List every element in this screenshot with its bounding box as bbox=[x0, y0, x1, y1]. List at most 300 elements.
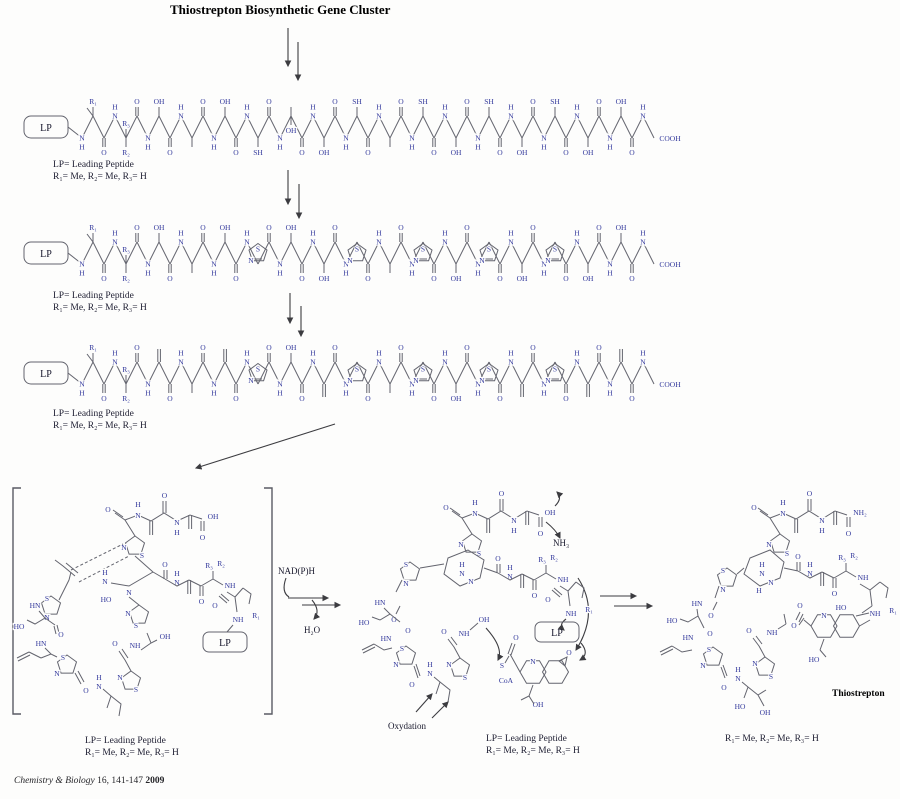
bond bbox=[798, 571, 836, 588]
atom-label: OH bbox=[285, 343, 297, 352]
atom-label: N bbox=[607, 379, 613, 389]
atom-label: R₃ bbox=[538, 555, 546, 564]
bond bbox=[324, 242, 335, 264]
atom-label: N bbox=[442, 111, 448, 121]
atom-label: O bbox=[831, 589, 838, 598]
atom-label: N bbox=[766, 540, 772, 549]
atom-label: HO bbox=[835, 603, 847, 612]
thiostrepton-label: Thiostrepton bbox=[832, 689, 885, 699]
atom-label: H bbox=[780, 498, 786, 507]
terminus-label: COOH bbox=[659, 380, 681, 389]
atom-label: N bbox=[277, 259, 283, 269]
bond bbox=[159, 362, 170, 384]
atom-label: S bbox=[44, 594, 50, 603]
legend-r: R₁= Me, R₂= Me, R₃= H bbox=[53, 421, 147, 431]
diagonal-arrow bbox=[180, 420, 340, 476]
atom-label: NH bbox=[224, 581, 236, 590]
atom-label: HO bbox=[100, 595, 112, 604]
atom-label: N bbox=[178, 111, 184, 121]
bond bbox=[357, 116, 368, 138]
atom-label: O bbox=[464, 343, 470, 352]
legend-structure-2 bbox=[53, 290, 147, 314]
atom-label: H bbox=[211, 268, 217, 278]
atom-label: HO bbox=[808, 655, 820, 664]
atom-label: S bbox=[552, 244, 558, 254]
bond bbox=[534, 565, 546, 580]
atom-label: H bbox=[574, 348, 580, 358]
atom-label: N bbox=[376, 237, 382, 247]
atom-label: O bbox=[233, 148, 239, 157]
atom-label: H bbox=[178, 348, 184, 358]
atom-label: N bbox=[79, 379, 85, 389]
ammonia-label: NH₃ bbox=[553, 538, 570, 548]
atom-label: H bbox=[507, 563, 513, 572]
atom-label: S bbox=[486, 364, 492, 374]
bond bbox=[324, 362, 335, 384]
atom-label: H bbox=[607, 388, 613, 398]
bond bbox=[621, 116, 632, 138]
atom-label: N bbox=[479, 376, 485, 385]
atom-label: S bbox=[139, 551, 145, 560]
atom-label: N bbox=[343, 133, 349, 143]
atom-label: R₂ bbox=[122, 394, 130, 403]
carbonyl bbox=[201, 521, 204, 531]
lp-box-label: LP bbox=[40, 123, 52, 134]
atom-label: N bbox=[145, 133, 151, 143]
atom-label: N bbox=[508, 237, 514, 247]
atom-label: N bbox=[244, 357, 250, 367]
bond bbox=[846, 571, 856, 577]
atom-label: O bbox=[266, 97, 272, 106]
lp-box-label: LP bbox=[40, 249, 52, 260]
dha-bond bbox=[150, 521, 153, 535]
atom-label: OH bbox=[544, 508, 556, 517]
atom-label: N bbox=[409, 259, 415, 269]
oxidation-label: Oxydation bbox=[388, 721, 426, 731]
atom-label: N bbox=[343, 259, 349, 269]
atom-label: S bbox=[552, 364, 558, 374]
bond bbox=[165, 579, 203, 596]
bond bbox=[45, 648, 51, 654]
atom-label: O bbox=[266, 343, 272, 352]
atom-label: O bbox=[299, 148, 305, 157]
atom-label: N bbox=[248, 376, 254, 385]
carbonyl bbox=[450, 508, 462, 518]
atom-label: OH bbox=[285, 223, 297, 232]
structure-dehydrated-peptide bbox=[20, 332, 696, 418]
atom-label: H bbox=[442, 348, 448, 358]
carbonyl bbox=[508, 643, 515, 655]
atom-label: N bbox=[541, 133, 547, 143]
atom-label: O bbox=[441, 627, 447, 636]
atom-label: N bbox=[475, 379, 481, 389]
atom-label: H bbox=[135, 500, 141, 509]
atom-label: H bbox=[112, 102, 118, 112]
atom-label: S bbox=[255, 364, 261, 374]
atom-label: O bbox=[199, 533, 206, 542]
atom-label: SH bbox=[253, 148, 263, 157]
bond bbox=[27, 611, 45, 624]
atom-label: NH bbox=[232, 615, 244, 624]
atom-label: HN bbox=[380, 634, 392, 643]
atom-label: N bbox=[135, 511, 141, 520]
oxidation-arrow bbox=[416, 694, 432, 712]
bond bbox=[588, 242, 599, 264]
atom-label: N bbox=[819, 516, 825, 525]
atom-label: N bbox=[347, 376, 353, 385]
atom-label: SH bbox=[418, 97, 428, 106]
legend-macrocycle-left bbox=[85, 735, 179, 759]
atom-label: H bbox=[145, 142, 151, 152]
bond bbox=[484, 564, 500, 573]
atom-label: N bbox=[211, 133, 217, 143]
atom-label: S bbox=[706, 645, 712, 654]
water-curve bbox=[312, 600, 317, 619]
bond bbox=[521, 685, 533, 700]
legend-lp: LP= Leading Peptide bbox=[53, 291, 134, 301]
atom-label: N bbox=[121, 543, 127, 552]
atom-label: R₁ bbox=[585, 605, 593, 614]
atom-label: N bbox=[821, 611, 827, 620]
bond bbox=[510, 654, 520, 672]
atom-label: H bbox=[174, 528, 180, 537]
atom-label: H bbox=[244, 228, 250, 238]
bond bbox=[192, 362, 203, 384]
atom-label: N bbox=[310, 357, 316, 367]
atom-label: NH bbox=[869, 609, 881, 618]
oxidation-arrow bbox=[432, 702, 448, 718]
bond bbox=[119, 649, 131, 671]
atom-label: N bbox=[96, 682, 102, 691]
legend-r: R₁= Me, R₂= Me, R₃= H bbox=[85, 748, 179, 758]
terminus-label: COOH bbox=[659, 134, 681, 143]
atom-label: N bbox=[403, 579, 409, 588]
atom-label: N bbox=[468, 577, 474, 586]
atom-label: O bbox=[708, 611, 714, 620]
atom-label: O bbox=[162, 560, 168, 569]
atom-label: N bbox=[720, 585, 726, 594]
legend-macrocycle-middle bbox=[486, 733, 580, 757]
atom-label: N bbox=[807, 569, 813, 578]
atom-label: N bbox=[700, 661, 706, 670]
atom-label: O bbox=[629, 148, 635, 157]
bond bbox=[258, 116, 269, 138]
atom-label: N bbox=[442, 357, 448, 367]
atom-label: OH bbox=[207, 512, 219, 521]
atom-label: H bbox=[427, 660, 433, 669]
atom-label: S bbox=[420, 364, 426, 374]
atom-label: N bbox=[574, 357, 580, 367]
atom-label: H bbox=[640, 102, 646, 112]
bond bbox=[456, 116, 467, 138]
atom-label: N bbox=[759, 569, 765, 578]
atom-label: O bbox=[391, 615, 397, 624]
atom-label: S bbox=[420, 244, 426, 254]
atom-label: NH bbox=[766, 628, 778, 637]
ile-sidechain bbox=[568, 582, 584, 606]
atom-label: OH bbox=[318, 274, 330, 283]
atom-label: OH bbox=[153, 97, 165, 106]
bond bbox=[784, 562, 800, 571]
bond bbox=[456, 242, 467, 264]
bond bbox=[456, 362, 467, 384]
atom-label: H bbox=[508, 102, 514, 112]
atom-label: N bbox=[277, 133, 283, 143]
atom-label: O bbox=[795, 552, 801, 561]
atom-label: H bbox=[178, 228, 184, 238]
ile-sidechain bbox=[103, 689, 121, 716]
down-arrows-1 bbox=[280, 26, 310, 86]
atom-label: O bbox=[198, 597, 205, 606]
atom-label: O bbox=[200, 97, 206, 106]
bond bbox=[795, 499, 811, 533]
atom-label: O bbox=[563, 274, 569, 283]
atom-label: N bbox=[79, 259, 85, 269]
atom-label: H bbox=[343, 268, 349, 278]
atom-label: S bbox=[354, 244, 360, 254]
atom-label: H bbox=[508, 348, 514, 358]
atom-label: NH bbox=[458, 629, 470, 638]
atom-label: N bbox=[54, 669, 60, 678]
atom-label: O bbox=[299, 274, 305, 283]
atom-label: N bbox=[574, 237, 580, 247]
atom-label: N bbox=[475, 259, 481, 269]
atom-label: OH bbox=[318, 148, 330, 157]
atom-label: N bbox=[79, 133, 85, 143]
bond bbox=[621, 242, 632, 264]
atom-label: N bbox=[248, 256, 254, 265]
atom-label: N bbox=[112, 111, 118, 121]
atom-label: HO bbox=[734, 702, 746, 711]
bond bbox=[588, 116, 599, 138]
legend-lp: LP= Leading Peptide bbox=[53, 160, 134, 170]
atom-label: H bbox=[541, 142, 547, 152]
atom-label: H bbox=[475, 142, 481, 152]
atom-label: N bbox=[640, 111, 646, 121]
reduction-step bbox=[276, 556, 356, 642]
atom-label: H bbox=[79, 268, 85, 278]
atom-label: N bbox=[735, 674, 741, 683]
attack-arrow bbox=[486, 628, 500, 660]
atom-label: OH bbox=[219, 223, 231, 232]
atom-label: O bbox=[497, 394, 503, 403]
atom-label: S bbox=[403, 560, 409, 569]
atom-label: N bbox=[178, 237, 184, 247]
atom-label: R₂ bbox=[850, 551, 858, 560]
atom-label: HN bbox=[35, 639, 47, 648]
atom-label: N bbox=[458, 540, 464, 549]
bond bbox=[87, 354, 93, 362]
atom-label: H bbox=[174, 569, 180, 578]
atom-label: N bbox=[174, 578, 180, 587]
atom-label: N bbox=[768, 578, 774, 587]
bond bbox=[390, 242, 401, 264]
atom-label: S bbox=[60, 653, 66, 662]
atom-label: H bbox=[756, 586, 762, 595]
atom-label: O bbox=[134, 97, 140, 106]
atom-label: SH bbox=[352, 97, 362, 106]
atom-label: N bbox=[112, 357, 118, 367]
bond bbox=[192, 116, 203, 138]
legend-structure-3 bbox=[53, 408, 147, 432]
bond bbox=[680, 609, 704, 628]
atom-label: O bbox=[365, 394, 371, 403]
bond bbox=[219, 592, 235, 603]
bond bbox=[588, 362, 599, 384]
atom-label: N bbox=[479, 256, 485, 265]
atom-label: O bbox=[101, 394, 107, 403]
atom-label: H bbox=[376, 348, 382, 358]
bond bbox=[804, 620, 811, 626]
cofactor-curve bbox=[284, 578, 289, 597]
atom-label: H bbox=[211, 142, 217, 152]
atom-label: SH bbox=[484, 97, 494, 106]
lp-box-label: LP bbox=[219, 638, 231, 649]
atom-label: HO bbox=[666, 616, 678, 625]
atom-label: N bbox=[117, 673, 123, 682]
atom-label: H bbox=[112, 228, 118, 238]
atom-label: N bbox=[508, 111, 514, 121]
atom-label: N bbox=[393, 660, 399, 669]
bond bbox=[552, 586, 568, 597]
bond bbox=[796, 612, 804, 625]
atom-label: N bbox=[145, 379, 151, 389]
atom-label: H bbox=[574, 102, 580, 112]
atom-label: H bbox=[409, 142, 415, 152]
atom-label: H bbox=[79, 388, 85, 398]
legend-r: R₁= Me, R₂= Me, R₃= H bbox=[725, 734, 819, 744]
atom-label: O bbox=[629, 394, 635, 403]
bond bbox=[111, 572, 153, 586]
atom-label: O bbox=[563, 394, 569, 403]
bond bbox=[487, 499, 503, 533]
atom-label: N bbox=[508, 357, 514, 367]
atom-label: N bbox=[511, 516, 517, 525]
atom-label: O bbox=[495, 554, 501, 563]
atom-label: O bbox=[167, 274, 173, 283]
dha-bond bbox=[189, 515, 192, 529]
terminus-label: COOH bbox=[659, 260, 681, 269]
figure-title: Thiostrepton Biosynthetic Gene Cluster bbox=[170, 2, 391, 17]
atom-label: O bbox=[797, 601, 803, 610]
atom-label: O bbox=[464, 223, 470, 232]
bond bbox=[201, 571, 213, 586]
atom-label: O bbox=[398, 223, 404, 232]
atom-label: H bbox=[459, 560, 465, 569]
bond bbox=[93, 362, 104, 384]
atom-label: N bbox=[126, 588, 132, 597]
atom-label: N bbox=[475, 133, 481, 143]
atom-label: H bbox=[343, 142, 349, 152]
atom-label: H bbox=[475, 268, 481, 278]
atom-label: HO bbox=[13, 622, 25, 631]
atom-label: H bbox=[96, 673, 102, 682]
atom-label: H bbox=[759, 560, 765, 569]
bond bbox=[324, 116, 335, 138]
bond bbox=[448, 637, 460, 658]
atom-label: O bbox=[545, 595, 551, 604]
atom-label: H bbox=[145, 268, 151, 278]
atom-label: H bbox=[244, 102, 250, 112]
bond bbox=[227, 625, 233, 632]
atom-label: O bbox=[233, 394, 239, 403]
atom-label: O bbox=[398, 343, 404, 352]
legend-macrocycle-right bbox=[725, 733, 819, 745]
carbonyl bbox=[414, 664, 420, 678]
bond bbox=[621, 362, 632, 384]
atom-label: S bbox=[133, 685, 139, 694]
atom-label: O bbox=[83, 686, 89, 695]
atom-label: HO bbox=[358, 618, 370, 627]
atom-label: O bbox=[161, 491, 168, 500]
atom-label: H bbox=[607, 142, 613, 152]
atom-label: N bbox=[244, 111, 250, 121]
bond bbox=[522, 116, 533, 138]
atom-label: OH bbox=[516, 148, 528, 157]
bond bbox=[159, 242, 170, 264]
atom-label: H bbox=[472, 498, 478, 507]
atom-label: H bbox=[79, 142, 85, 152]
coa-label: CoA bbox=[498, 676, 514, 685]
atom-label: S bbox=[476, 549, 482, 558]
atom-label: N bbox=[545, 376, 551, 385]
atom-label: HN bbox=[682, 633, 694, 642]
atom-label: R₁ bbox=[89, 343, 97, 352]
atom-label: R₃ bbox=[122, 245, 130, 254]
macrocycle-middle bbox=[350, 480, 616, 772]
atom-label: O bbox=[167, 394, 173, 403]
atom-label: NH bbox=[557, 575, 569, 584]
atom-label: NH bbox=[129, 641, 141, 650]
bond bbox=[225, 116, 236, 138]
bond bbox=[291, 242, 302, 264]
bond bbox=[489, 116, 500, 138]
atom-label: N bbox=[640, 237, 646, 247]
atom-label: N bbox=[112, 237, 118, 247]
atom-label: R₃ bbox=[205, 561, 213, 570]
atom-label: R₃ bbox=[122, 119, 130, 128]
atom-label: O bbox=[531, 591, 538, 600]
bond bbox=[93, 116, 104, 138]
atom-label: H bbox=[376, 102, 382, 112]
citation-journal: Chemistry & Biology bbox=[14, 776, 95, 786]
structure-azoline-peptide bbox=[20, 212, 696, 298]
atom-label: OH bbox=[153, 223, 165, 232]
macrocycle-intermediate bbox=[5, 484, 290, 732]
down-left-arrow bbox=[196, 424, 335, 468]
atom-label: O bbox=[105, 505, 111, 514]
atom-label: O bbox=[299, 394, 305, 403]
carbonyl bbox=[721, 665, 727, 678]
legend-lp: LP= Leading Peptide bbox=[53, 409, 134, 419]
atom-label: N bbox=[545, 256, 551, 265]
bond bbox=[522, 242, 533, 264]
atom-label: N bbox=[640, 357, 646, 367]
atom-label: H bbox=[508, 228, 514, 238]
atom-label: O bbox=[365, 148, 371, 157]
atom-label: N bbox=[409, 379, 415, 389]
bond bbox=[753, 636, 765, 657]
bond bbox=[522, 362, 533, 384]
atom-label: O bbox=[200, 223, 206, 232]
atom-label: N bbox=[244, 237, 250, 247]
atom-label: O bbox=[58, 630, 64, 639]
legend-r: R₁= Me, R₂= Me, R₃= H bbox=[53, 172, 147, 182]
atom-label: R₂ bbox=[122, 148, 130, 157]
atom-label: O bbox=[101, 274, 107, 283]
carbonyl bbox=[113, 510, 125, 520]
atom-label: N bbox=[459, 569, 465, 578]
